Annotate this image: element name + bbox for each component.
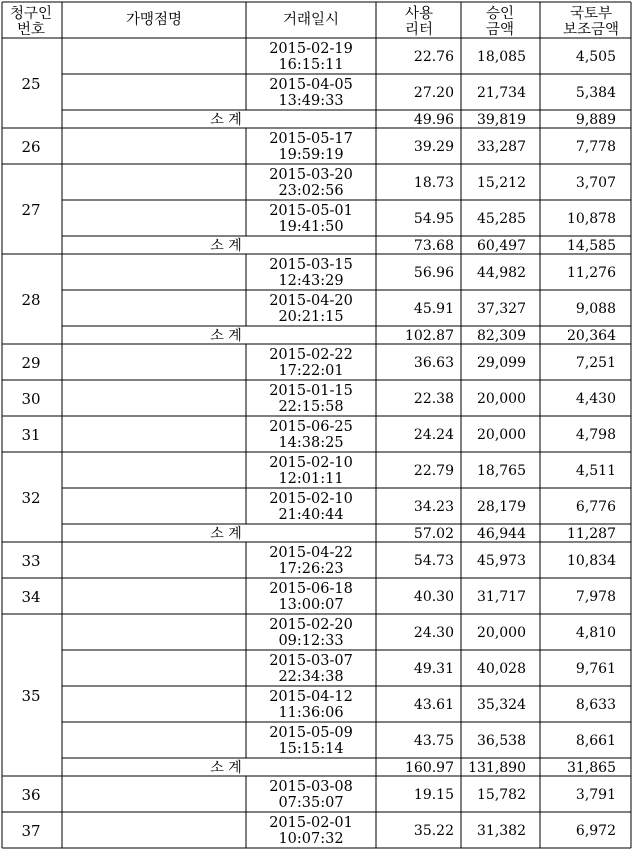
- transaction-date: 2015-03-08: [269, 779, 353, 795]
- approved-amount: 40,028: [477, 661, 526, 677]
- subsidy-amount: 3,707: [575, 175, 616, 191]
- transaction-time: 09:12:33: [278, 633, 344, 649]
- liters-value: 24.24: [413, 427, 454, 443]
- subsidy-amount: 4,505: [575, 49, 616, 65]
- liters-value: 43.61: [413, 697, 454, 713]
- liters-value: 56.96: [413, 265, 454, 281]
- liters-value: 49.31: [413, 661, 454, 677]
- transaction-date: 2015-02-19: [269, 41, 353, 57]
- subtotal-liters: 160.97: [405, 760, 454, 776]
- subsidy-amount: 10,878: [567, 211, 616, 227]
- subsidy-amount: 8,633: [575, 697, 616, 713]
- transaction-date: 2015-02-01: [269, 815, 353, 831]
- subtotal-subsidy: 20,364: [567, 328, 616, 344]
- transaction-date: 2015-05-17: [269, 131, 353, 147]
- claimant-number: 37: [21, 822, 41, 840]
- transaction-date: 2015-03-07: [269, 653, 353, 669]
- liters-value: 35.22: [413, 823, 454, 839]
- approved-amount: 45,285: [477, 211, 526, 227]
- transaction-date: 2015-02-10: [269, 491, 353, 507]
- header-claimant-line2: 번호: [16, 22, 46, 38]
- liters-value: 40.30: [413, 589, 454, 605]
- liters-value: 39.29: [413, 139, 454, 155]
- claimant-number: 31: [21, 426, 41, 444]
- header-liters-line1: 사용: [404, 6, 434, 22]
- header-datetime: 거래일시: [282, 12, 340, 28]
- approved-amount: 20,000: [477, 625, 526, 641]
- subtotal-liters: 57.02: [413, 526, 454, 542]
- liters-value: 22.76: [413, 49, 454, 65]
- claimant-number: 30: [21, 390, 41, 408]
- subsidy-amount: 11,276: [567, 265, 616, 281]
- transaction-time: 15:15:14: [278, 741, 344, 757]
- transaction-date: 2015-04-05: [269, 77, 353, 93]
- subtotal-subsidy: 11,287: [567, 526, 616, 542]
- transaction-date: 2015-04-12: [269, 689, 353, 705]
- header-claimant-line1: 청구인: [9, 6, 53, 22]
- claimant-number: 26: [21, 138, 41, 156]
- header-subsidy-line2: 보조금액: [562, 22, 620, 38]
- approved-amount: 18,085: [477, 49, 526, 65]
- transaction-time: 16:15:11: [278, 57, 344, 73]
- subtotal-approved: 60,497: [477, 238, 526, 254]
- liters-value: 34.23: [413, 499, 454, 515]
- approved-amount: 29,099: [477, 355, 526, 371]
- subtotal-liters: 49.96: [413, 112, 454, 128]
- transaction-time: 22:34:38: [278, 669, 344, 685]
- transaction-date: 2015-05-01: [269, 203, 353, 219]
- subsidy-amount: 3,791: [575, 787, 616, 803]
- transaction-time: 19:59:19: [278, 147, 344, 163]
- transaction-time: 22:15:58: [278, 399, 344, 415]
- liters-value: 54.73: [413, 553, 454, 569]
- liters-value: 43.75: [413, 733, 454, 749]
- subsidy-amount: 5,384: [575, 85, 616, 101]
- header-liters-line2: 리터: [404, 22, 434, 38]
- subtotal-approved: 39,819: [477, 112, 526, 128]
- approved-amount: 20,000: [477, 427, 526, 443]
- transaction-time: 13:00:07: [278, 597, 344, 613]
- transaction-time: 17:22:01: [278, 363, 344, 379]
- approved-amount: 20,000: [477, 391, 526, 407]
- subtotal-liters: 102.87: [405, 328, 454, 344]
- approved-amount: 18,765: [477, 463, 526, 479]
- subtotal-approved: 82,309: [477, 328, 526, 344]
- transaction-date: 2015-06-18: [269, 581, 353, 597]
- transaction-date: 2015-04-20: [269, 293, 353, 309]
- approved-amount: 15,212: [477, 175, 526, 191]
- subsidy-amount: 4,810: [575, 625, 616, 641]
- liters-value: 27.20: [413, 85, 454, 101]
- liters-value: 22.38: [413, 391, 454, 407]
- subtotal-label: 소 계: [210, 112, 242, 128]
- subsidy-amount: 10,834: [567, 553, 616, 569]
- liters-value: 22.79: [413, 463, 454, 479]
- subsidy-amount: 7,778: [575, 139, 616, 155]
- header-subsidy-line1: 국토부: [569, 6, 613, 22]
- transaction-date: 2015-03-20: [269, 167, 353, 183]
- transaction-time: 12:43:29: [278, 273, 344, 289]
- subtotal-subsidy: 14,585: [567, 238, 616, 254]
- subtotal-label: 소 계: [210, 238, 242, 254]
- transaction-date: 2015-06-25: [269, 419, 353, 435]
- subsidy-amount: 7,251: [575, 355, 616, 371]
- approved-amount: 44,982: [477, 265, 526, 281]
- liters-value: 19.15: [413, 787, 454, 803]
- transaction-time: 20:21:15: [278, 309, 344, 325]
- claimant-number: 27: [21, 201, 41, 219]
- transaction-date: 2015-01-15: [269, 383, 353, 399]
- approved-amount: 36,538: [477, 733, 526, 749]
- subtotal-subsidy: 31,865: [567, 760, 616, 776]
- subsidy-amount: 4,798: [575, 427, 616, 443]
- subsidy-amount: 9,088: [575, 301, 616, 317]
- claimant-number: 34: [21, 588, 41, 606]
- transaction-time: 10:07:32: [278, 831, 344, 847]
- approved-amount: 35,324: [477, 697, 526, 713]
- claimant-number: 33: [21, 552, 41, 570]
- approved-amount: 31,717: [477, 589, 526, 605]
- header-approved-line2: 금액: [485, 22, 515, 38]
- approved-amount: 21,734: [477, 85, 526, 101]
- subsidy-amount: 9,761: [575, 661, 616, 677]
- approved-amount: 37,327: [477, 301, 526, 317]
- subsidy-amount: 7,978: [575, 589, 616, 605]
- liters-value: 36.63: [413, 355, 454, 371]
- transaction-time: 07:35:07: [278, 795, 344, 811]
- liters-value: 24.30: [413, 625, 454, 641]
- transaction-date: 2015-02-20: [269, 617, 353, 633]
- transaction-time: 12:01:11: [278, 471, 344, 487]
- liters-value: 45.91: [413, 301, 454, 317]
- claimant-number: 36: [21, 786, 41, 804]
- table-header: [10, 4, 619, 38]
- transaction-time: 19:41:50: [278, 219, 344, 235]
- claimant-number: 32: [21, 489, 41, 507]
- subtotal-liters: 73.68: [413, 238, 454, 254]
- transaction-date: 2015-04-22: [269, 545, 353, 561]
- transaction-time: 13:49:33: [278, 93, 344, 109]
- header-merchant: 가맹점명: [125, 12, 183, 28]
- subsidy-amount: 6,776: [575, 499, 616, 515]
- subtotal-subsidy: 9,889: [575, 112, 616, 128]
- table-body: [21, 41, 616, 847]
- transaction-time: 23:02:56: [278, 183, 344, 199]
- liters-value: 54.95: [413, 211, 454, 227]
- subtotal-label: 소 계: [210, 526, 242, 542]
- subsidy-amount: 8,661: [575, 733, 616, 749]
- subtotal-label: 소 계: [210, 328, 242, 344]
- subsidy-amount: 4,430: [575, 391, 616, 407]
- transaction-time: 17:26:23: [278, 561, 344, 577]
- transaction-date: 2015-03-15: [269, 257, 353, 273]
- header-approved-line1: 승인: [485, 6, 515, 22]
- subsidy-amount: 6,972: [575, 823, 616, 839]
- subtotal-label: 소 계: [210, 760, 242, 776]
- approved-amount: 28,179: [477, 499, 526, 515]
- claimant-number: 25: [21, 75, 41, 93]
- approved-amount: 31,382: [477, 823, 526, 839]
- transaction-time: 21:40:44: [278, 507, 344, 523]
- subsidy-amount: 4,511: [575, 463, 616, 479]
- approved-amount: 45,973: [477, 553, 526, 569]
- transaction-time: 14:38:25: [278, 435, 344, 451]
- transaction-time: 11:36:06: [278, 705, 344, 721]
- approved-amount: 15,782: [477, 787, 526, 803]
- approved-amount: 33,287: [477, 139, 526, 155]
- claimant-number: 35: [21, 687, 41, 705]
- subtotal-approved: 131,890: [468, 760, 526, 776]
- claimant-number: 28: [21, 291, 41, 309]
- transaction-date: 2015-02-10: [269, 455, 353, 471]
- transaction-date: 2015-02-22: [269, 347, 353, 363]
- claimant-number: 29: [21, 354, 41, 372]
- subtotal-approved: 46,944: [477, 526, 526, 542]
- liters-value: 18.73: [413, 175, 454, 191]
- transaction-date: 2015-05-09: [269, 725, 353, 741]
